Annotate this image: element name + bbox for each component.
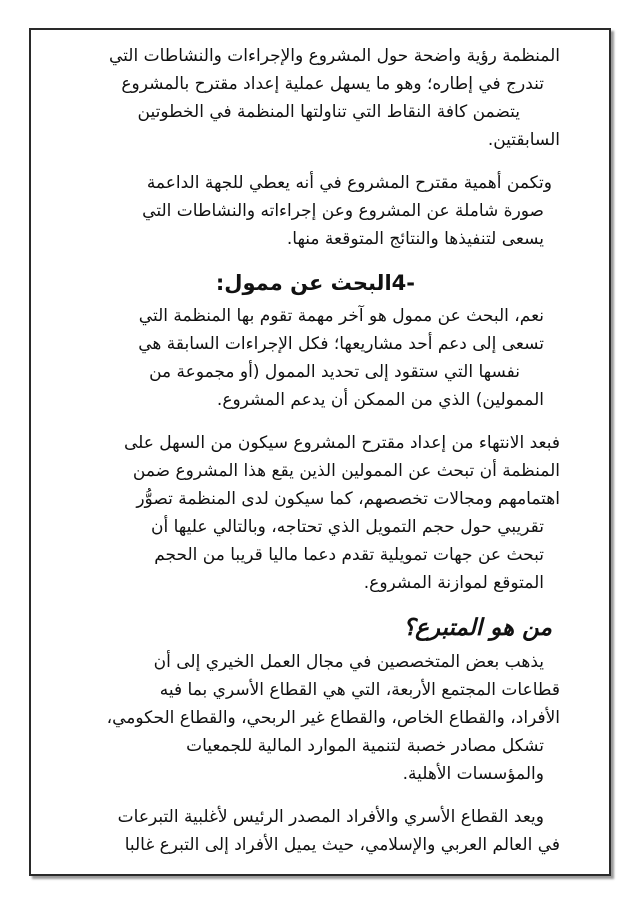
text-line: صورة شاملة عن المشروع وعن إجراءاته والنشاطات التي: [142, 201, 544, 221]
text-line: تندرج في إطاره؛ وهو ما يسهل عملية إعداد مقترح بالمشروع: [121, 74, 544, 94]
text-line: يذهب بعض المتخصصين في مجال العمل الخيري إلى أن: [153, 652, 544, 672]
text-line: المنظمة رؤية واضحة حول المشروع والإجراءات والنشاطات التي: [108, 46, 560, 66]
text-line: قطاعات المجتمع الأربعة، التي هي القطاع الأسري بما فيه: [159, 680, 560, 700]
text-line: اهتمامهم ومجالات تخصصهم، كما سيكون لدى المنظمة تصوُّر: [136, 489, 560, 509]
text-line: تقريبي حول حجم التمويل الذي تحتاجه، وبالتالي عليها أن: [150, 517, 544, 537]
text-line: السابقتين.: [487, 130, 560, 150]
section-heading-who-is-donor: من هو المتبرع؟: [402, 615, 552, 641]
paragraph-project-vision: [40, 42, 560, 154]
text-line: تشكل مصادر خصبة لتنمية الموارد المالية للجمعيات: [186, 736, 544, 756]
text-line: ويعد القطاع الأسري والأفراد المصدر الرئيس لأغلبية التبرعات: [117, 807, 544, 827]
text-line: يتضمن كافة النقاط التي تناولتها المنظمة في الخطوتين: [137, 102, 520, 122]
paragraph-family-sector: [40, 803, 560, 859]
paragraph-donor-sectors: [40, 648, 560, 788]
text-line: المتوقع لموازنة المشروع.: [363, 573, 544, 593]
paragraph-proposal-importance: [40, 169, 560, 253]
text-line: المنظمة أن تبحث عن الممولين الذين يقع هذا المشروع ضمن: [132, 461, 560, 481]
document-body: [40, 42, 560, 874]
section-heading-find-funder: -4البحث عن ممول:: [215, 271, 415, 295]
paragraph-after-proposal: [40, 429, 560, 597]
text-line: يسعى لتنفيذها والنتائج المتوقعة منها.: [286, 229, 544, 249]
text-line: والمؤسسات الأهلية.: [402, 764, 544, 784]
text-line: نعم، البحث عن ممول هو آخر مهمة تقوم بها المنظمة التي: [138, 306, 544, 326]
text-line: فبعد الانتهاء من إعداد مقترح المشروع سيكون من السهل على: [123, 433, 560, 453]
text-line: وتكمن أهمية مقترح المشروع في أنه يعطي للجهة الداعمة: [146, 173, 552, 193]
text-line: في العالم العربي والإسلامي، حيث يميل الأفراد إلى التبرع غالبا: [124, 835, 560, 855]
text-line: الممولين) الذي من الممكن أن يدعم المشروع.: [216, 390, 544, 410]
text-line: تسعى إلى دعم أحد مشاريعها؛ فكل الإجراءات السابقة هي: [138, 334, 544, 354]
text-line: الأفراد، والقطاع الخاص، والقطاع غير الربحي، والقطاع الحكومي،: [106, 708, 560, 728]
text-line: نفسها التي ستقود إلى تحديد الممول (أو مجموعة من: [149, 362, 520, 382]
paragraph-find-funder: [40, 302, 560, 414]
text-line: تبحث عن جهات تمويلية تقدم دعما ماليا قريبا من الحجم: [154, 545, 544, 565]
